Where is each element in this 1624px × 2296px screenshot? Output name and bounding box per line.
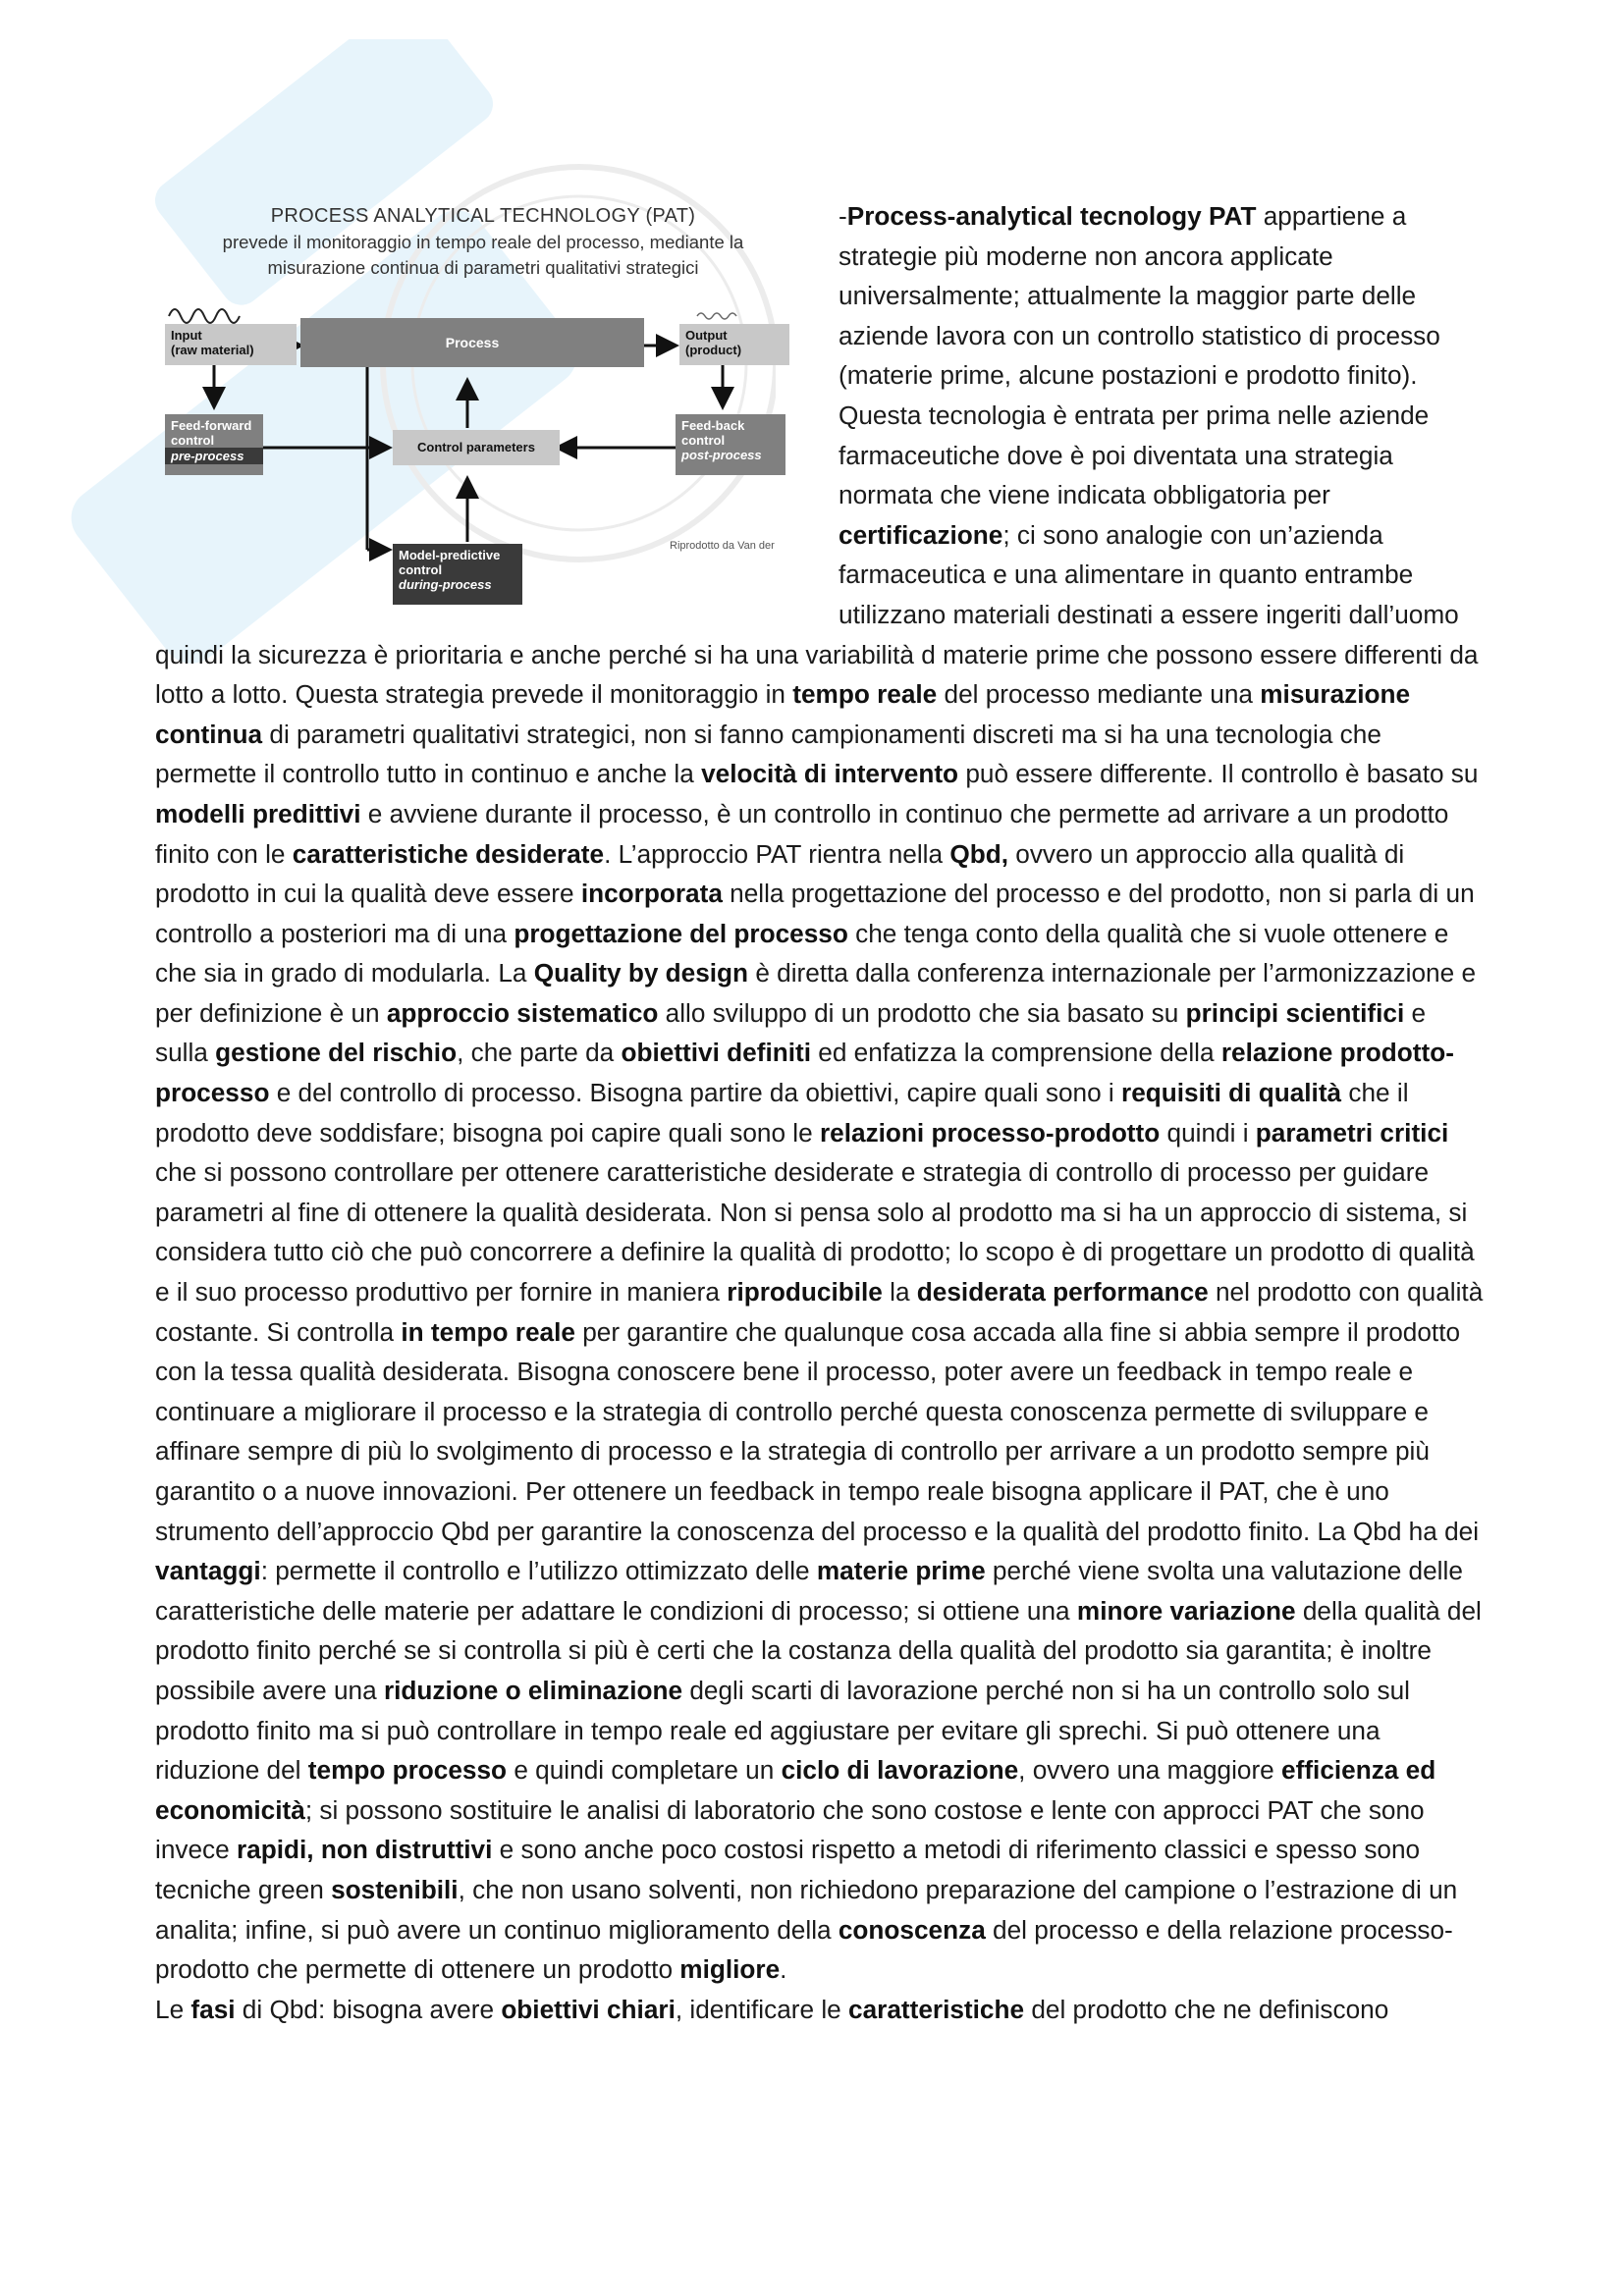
bold-term: approccio sistematico bbox=[386, 997, 659, 1028]
bold-term: caratteristiche desiderate bbox=[292, 838, 605, 869]
document-page bbox=[155, 196, 1485, 2029]
bold-term: principi scientifici bbox=[1185, 997, 1405, 1028]
feed-forward-sublabel: control bbox=[171, 433, 215, 448]
bold-term: sostenibili bbox=[331, 1874, 459, 1904]
input-node bbox=[165, 324, 297, 365]
bold-term: vantaggi bbox=[155, 1556, 261, 1586]
output-sublabel: (product) bbox=[685, 343, 742, 357]
bold-term: Process-analytical tecnology PAT bbox=[846, 201, 1257, 231]
bold-term: Qbd, bbox=[949, 838, 1008, 869]
bold-term: Quality by design bbox=[533, 958, 749, 988]
feed-forward-phase: pre-process bbox=[171, 449, 244, 463]
diagram-title: PROCESS ANALYTICAL TECHNOLOGY (PAT) bbox=[270, 205, 696, 227]
bold-term: ciclo di lavorazione bbox=[781, 1755, 1019, 1786]
diagram-subtitle-line-1: prevede il monitoraggio in tempo reale del processo, mediante la bbox=[222, 232, 744, 252]
bold-term: caratteristiche bbox=[848, 1994, 1025, 2024]
feed-forward-node bbox=[165, 414, 263, 475]
feed-forward-label: Feed-forward bbox=[171, 418, 252, 433]
output-wave bbox=[697, 313, 736, 319]
bold-term: incorporata bbox=[580, 879, 723, 909]
body-paragraph-2: Le fasi di Qbd: bisogna avere obiettivi chiari, identificare le caratteristiche del prodotto che ne definiscono bbox=[155, 1994, 1389, 2024]
pat-diagram-figure bbox=[155, 196, 811, 622]
bold-term: misurazione continua bbox=[155, 679, 1411, 749]
bold-term: desiderata performance bbox=[916, 1277, 1209, 1308]
bold-term: minore variazione bbox=[1076, 1595, 1296, 1626]
model-predictive-phase: during-process bbox=[399, 577, 492, 592]
bold-term: parametri critici bbox=[1255, 1117, 1449, 1148]
model-predictive-sublabel: control bbox=[399, 562, 443, 577]
process-label: Process bbox=[445, 335, 500, 350]
feed-back-label: Feed-back bbox=[681, 418, 745, 433]
control-parameters-label: Control parameters bbox=[417, 440, 535, 454]
process-node bbox=[300, 318, 644, 367]
bold-term: progettazione del processo bbox=[514, 918, 848, 948]
bold-term: materie prime bbox=[816, 1556, 986, 1586]
bold-term: efficienza ed economicità bbox=[155, 1755, 1436, 1825]
feed-back-node bbox=[676, 414, 785, 475]
bold-term: relazione prodotto-processo bbox=[155, 1038, 1454, 1108]
feed-back-sublabel: control bbox=[681, 433, 726, 448]
bold-term: requisiti di qualità bbox=[1121, 1078, 1342, 1108]
output-label: Output bbox=[685, 328, 728, 343]
bold-term: obiettivi definiti bbox=[621, 1038, 811, 1068]
diagram-credit: Riprodotto da Van der bbox=[670, 540, 775, 552]
bold-term: riduzione o eliminazione bbox=[383, 1675, 683, 1705]
bold-term: relazioni processo-prodotto bbox=[819, 1117, 1161, 1148]
bold-term: migliore bbox=[679, 1954, 781, 1985]
input-wave bbox=[169, 309, 240, 323]
bold-term: tempo reale bbox=[792, 679, 938, 710]
bold-term: velocità di intervento bbox=[701, 759, 959, 789]
bold-term: tempo processo bbox=[307, 1755, 508, 1786]
bold-term: modelli predittivi bbox=[155, 798, 361, 828]
body-paragraph-1: -Process-analytical tecnology PAT appartiene a strategie più moderne non ancora applicate universalmente; attualmente la maggior parte delle aziende lavora con un controllo statistico di processo (materie prime, alcune postazioni e prodotto finito). Questa tecnologia è entrata per prima nelle aziende farmaceutiche dove è poi diventata una strategia normata che viene indicata obbligatoria per certificazione; ci sono analogie con un’azienda farmaceutica e una alimentare in quanto entrambe utilizzano materiali destinati a essere ingeriti dall’uomo quindi la sicurezza è prioritaria e anche perché si ha una variabilità d materie prime che possono essere differenti da lotto a lotto. Questa strategia prevede il monitoraggio in tempo reale del processo mediante una misurazione continua di parametri qualitativi strategici, non si fanno campionamenti discreti ma si ha una tecnologia che permette il controllo tutto in continuo e anche la velocità di intervento può essere differente. Il controllo è basato su modelli predittivi e avviene durante il processo, è un controllo in continuo che permette ad arrivare a un prodotto finito con le caratteristiche desiderate. L’approccio PAT rientra nella Qbd, ovvero un approccio alla qualità di prodotto in cui la qualità deve essere incorporata nella progettazione del processo e del prodotto, non si parla di un controllo a posteriori ma di una progettazione del processo che tenga conto della qualità che si vuole ottenere e che sia in grado di modularla. La Quality by design è diretta dalla conferenza internazionale per l’armonizzazione e per definizione è un approccio sistematico allo sviluppo di un prodotto che sia basato su principi scientifici e sulla gestione del rischio, che parte da obiettivi definiti ed enfatizza la comprensione della relazione prodotto-processo e del controllo di processo. Bisogna partire da obiettivi, capire quali sono i requisiti di qualità che il prodotto deve soddisfare; bisogna poi capire quali sono le relazioni processo-prodotto quindi i parametri critici che si possono controllare per ottenere caratteristiche desiderate e strategia di controllo di processo per guidare parametri al fine di ottenere la qualità desiderata. Non si pensa solo al prodotto ma si ha un approccio di sistema, si considera tutto ciò che può concorrere a definire la qualità di prodotto; lo scopo è di progettare un prodotto di qualità e il suo processo produttivo per fornire in maniera riproducibile la desiderata performance nel prodotto con qualità costante. Si controlla in tempo reale per garantire che qualunque cosa accada alla fine si abbia sempre il prodotto con la tessa qualità desiderata. Bisogna conoscere bene il processo, poter avere un feedback in tempo reale e continuare a migliorare il processo e la strategia di controllo perché questa conoscenza permette di sviluppare e affinare sempre di più lo svolgimento di processo e la strategia di controllo per arrivare a un prodotto sempre più garantito o a nuove innovazioni. Per ottenere un feedback in tempo reale bisogna applicare il PAT, che è uno strumento dell’approccio Qbd per garantire la conoscenza del processo e la qualità del prodotto finito. La Qbd ha dei vantaggi: permette il controllo e l’utilizzo ottimizzato delle materie prime perché viene svolta una valutazione delle caratteristiche delle materie per adattare le condizioni di processo; si ottiene una minore variazione della qualità del prodotto finito perché se si controlla si più è certi che la costanza della qualità del prodotto sia garantita; è inoltre possibile avere una riduzione o eliminazione degli scarti di lavorazione perché non si ha un controllo solo sul prodotto finito ma si può controllare in tempo reale ed aggiustare per evitare gli sprechi. Si può ottenere una riduzione del tempo processo e quindi completare un ciclo di lavorazione, ovvero una maggiore efficienza ed economicità; si possono sostituire le analisi di laboratorio che sono costose e lente con approcci PAT che sono invece rapidi, non distruttivi e sono anche poco costosi rispetto a metodi di riferimento classici e spesso sono tecniche green sostenibili, che non usano solventi, non richiedono preparazione del campione o l’estrazione di un analita; infine, si può avere un continuo miglioramento della conoscenza del processo e della relazione processo-prodotto che permette di ottenere un prodotto migliore. bbox=[155, 201, 1484, 1985]
diagram-subtitle-line-2: misurazione continua di parametri qualitativi strategici bbox=[267, 257, 699, 278]
input-label: Input bbox=[171, 328, 202, 343]
model-predictive-node bbox=[393, 544, 522, 605]
bold-term: rapidi, non distruttivi bbox=[236, 1835, 493, 1865]
input-sublabel: (raw material) bbox=[171, 343, 254, 357]
bold-term: certificazione bbox=[839, 519, 1003, 550]
bold-term: gestione del rischio bbox=[215, 1038, 458, 1068]
feed-back-phase: post-process bbox=[681, 448, 762, 462]
bold-term: riproducibile bbox=[727, 1277, 883, 1308]
bold-term: conoscenza bbox=[838, 1914, 986, 1945]
control-parameters-node bbox=[393, 430, 560, 465]
bold-term: fasi bbox=[190, 1994, 236, 2024]
bold-term: obiettivi chiari bbox=[501, 1994, 676, 2024]
output-node bbox=[679, 324, 789, 365]
bold-term: in tempo reale bbox=[401, 1316, 575, 1347]
model-predictive-label: Model-predictive bbox=[399, 548, 501, 562]
